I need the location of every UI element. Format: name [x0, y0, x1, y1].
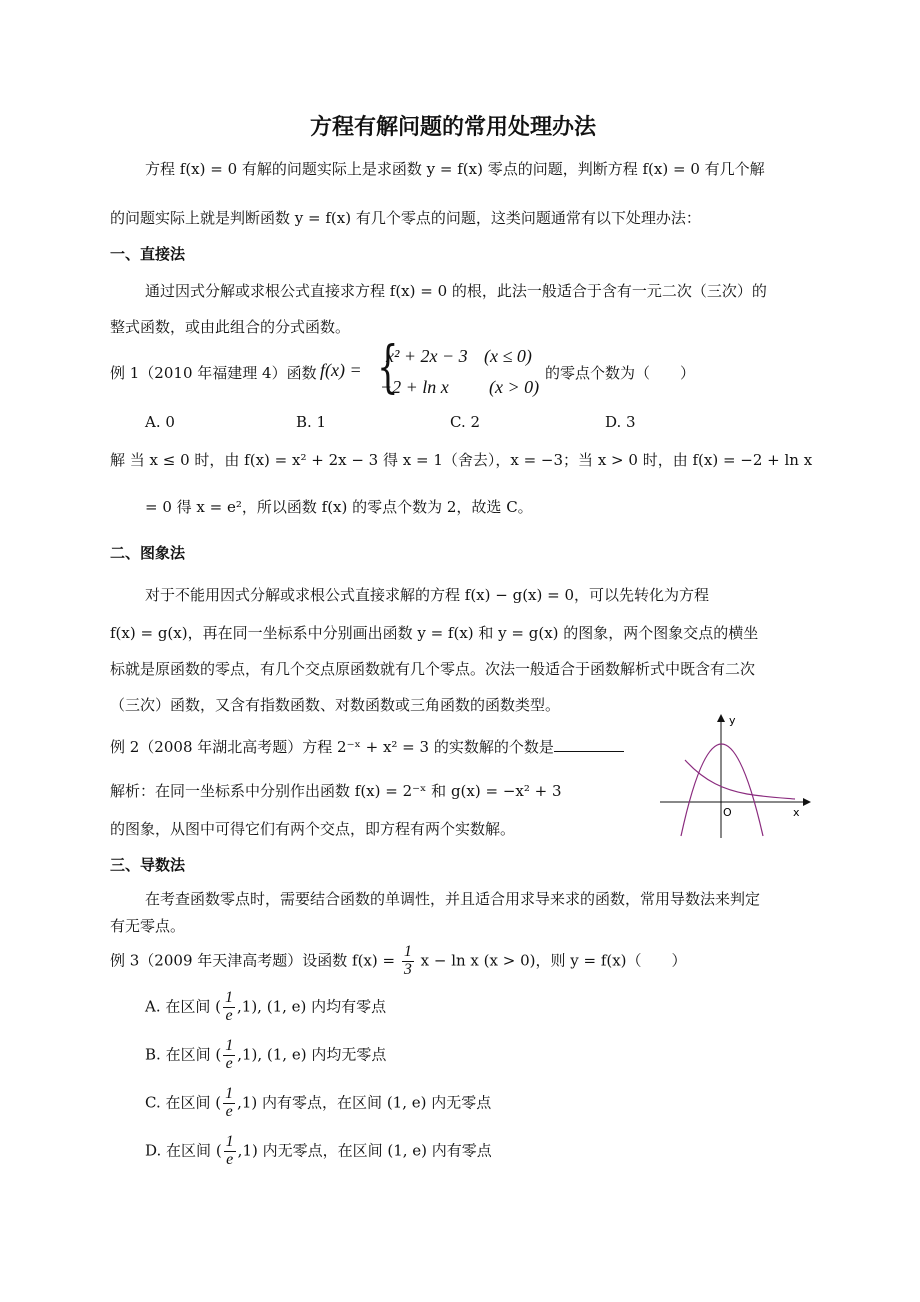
example2-analysis-line-2: 的图象，从图中可得它们有两个交点，即方程有两个实数解。	[110, 820, 516, 838]
y-axis-label: y	[729, 714, 736, 727]
option-letter: A.	[145, 997, 161, 1016]
example3-line	[110, 944, 687, 979]
option-letter: C.	[145, 1093, 161, 1112]
example3-option-a	[145, 990, 386, 1025]
piece2-condition: (x > 0)	[489, 377, 540, 397]
fraction-numerator: 1	[225, 1133, 234, 1150]
example1-option-b: B. 1	[296, 413, 327, 431]
piece1-condition: (x ≤ 0)	[484, 346, 532, 366]
fraction-numerator: 1	[225, 1085, 234, 1102]
section2-para-line-1: 对于不能用因式分解或求根公式直接求解的方程 f(x) − g(x) = 0，可以先转化为方程	[145, 586, 710, 604]
fraction-denominator: e	[225, 1102, 233, 1120]
option-fraction	[223, 990, 235, 1025]
fraction-denominator: e	[225, 1006, 233, 1024]
example3-prefix: 例 3（2009 年天津高考题）设函数 f(x) =	[110, 951, 396, 970]
fraction-denominator: e	[225, 1054, 233, 1072]
example1-solution-line-1: 解 当 x ≤ 0 时，由 f(x) = x² + 2x − 3 得 x = 1（舍去），x = −3；当 x > 0 时，由 f(x) = −2 + ln x	[110, 451, 813, 469]
fraction-numerator: 1	[225, 1037, 234, 1054]
fraction-denominator: 3	[403, 960, 412, 978]
section1-para-line-2: 整式函数，或由此组合的分式函数。	[110, 318, 351, 336]
example2-question: 例 2（2008 年湖北高考题）方程 2⁻ˣ + x² = 3 的实数解的个数是	[110, 738, 554, 756]
piece1-expression: x² + 2x − 3	[386, 346, 468, 366]
option-pre: 在区间 (	[165, 1045, 222, 1064]
option-letter: B.	[145, 1045, 161, 1064]
option-post: ,1), (1, e) 内均无零点	[237, 1045, 387, 1064]
example1-suffix: 的零点个数为（ ）	[545, 364, 696, 382]
fraction-numerator: 1	[225, 989, 234, 1006]
section-heading-direct: 一、直接法	[110, 245, 186, 263]
fraction-one-third	[402, 944, 414, 979]
y-axis-arrow-icon	[717, 714, 725, 722]
example2-text	[110, 736, 624, 757]
x-axis-label: x	[793, 806, 800, 819]
section-heading-graph: 二、图象法	[110, 544, 186, 562]
section1-para-line-1: 通过因式分解或求根公式直接求方程 f(x) = 0 的根，此法一般适合于含有一元二次（三次）的	[145, 282, 767, 300]
parabola-curve	[681, 744, 763, 836]
option-post: ,1), (1, e) 内均有零点	[237, 997, 387, 1016]
fraction-denominator: e	[226, 1150, 234, 1168]
answer-blank	[554, 737, 624, 752]
option-post: ,1) 内有零点，在区间 (1, e) 内无零点	[237, 1093, 492, 1112]
example1-option-c: C. 2	[450, 413, 481, 431]
intro-line-2: 的问题实际上就是判断函数 y = f(x) 有几个零点的问题，这类问题通常有以下处理办法：	[110, 209, 701, 227]
option-pre: 在区间 (	[165, 1093, 222, 1112]
section-heading-derivative: 三、导数法	[110, 856, 186, 874]
x-axis-arrow-icon	[803, 798, 811, 806]
option-letter: D.	[145, 1141, 162, 1160]
intro-line-1: 方程 f(x) = 0 有解的问题实际上是求函数 y = f(x) 零点的问题，判断方程 f(x) = 0 有几个解	[145, 160, 765, 178]
section2-para-line-4: （三次）函数，又含有指数函数、对数函数或三角函数的函数类型。	[110, 696, 561, 714]
example3-option-b	[145, 1038, 386, 1073]
option-fraction	[223, 1086, 235, 1121]
origin-label: O	[723, 806, 732, 819]
option-fraction	[224, 1134, 236, 1169]
example1-solution-line-2: = 0 得 x = e²，所以函数 f(x) 的零点个数为 2，故选 C。	[145, 498, 533, 516]
function-graph	[655, 710, 815, 840]
fraction-numerator: 1	[403, 943, 412, 960]
example1-option-d: D. 3	[605, 413, 636, 431]
piecewise-brace: {	[377, 335, 399, 400]
option-post: ,1) 内无零点，在区间 (1, e) 内有零点	[237, 1141, 492, 1160]
section2-para-line-3: 标就是原函数的零点，有几个交点原函数就有几个零点。次法一般适合于函数解析式中既含有二次	[110, 660, 756, 678]
example2-analysis-line-1: 解析：在同一坐标系中分别作出函数 f(x) = 2⁻ˣ 和 g(x) = −x² + 3	[110, 782, 562, 800]
example1-option-a: A. 0	[145, 413, 175, 431]
example1-prefix: 例 1（2010 年福建理 4）函数	[110, 364, 317, 382]
option-pre: 在区间 (	[165, 997, 222, 1016]
example3-suffix: x − ln x (x > 0)，则 y = f(x)（ ）	[420, 951, 687, 970]
example1-lhs: f(x) =	[320, 360, 362, 380]
piece2-expression: −2 + ln x	[380, 377, 449, 397]
section3-para-line-2: 有无零点。	[110, 917, 186, 935]
option-pre: 在区间 (	[166, 1141, 222, 1160]
section3-para-line-1: 在考查函数零点时，需要结合函数的单调性，并且适合用求导来求的函数，常用导数法来判定	[145, 890, 761, 908]
option-fraction	[223, 1038, 235, 1073]
section2-para-line-2: f(x) = g(x)，再在同一坐标系中分别画出函数 y = f(x) 和 y = g(x) 的图象，两个图象交点的横坐	[110, 624, 759, 642]
page-title: 方程有解问题的常用处理办法	[310, 115, 597, 140]
example3-option-d	[145, 1134, 492, 1169]
example3-option-c	[145, 1086, 491, 1121]
